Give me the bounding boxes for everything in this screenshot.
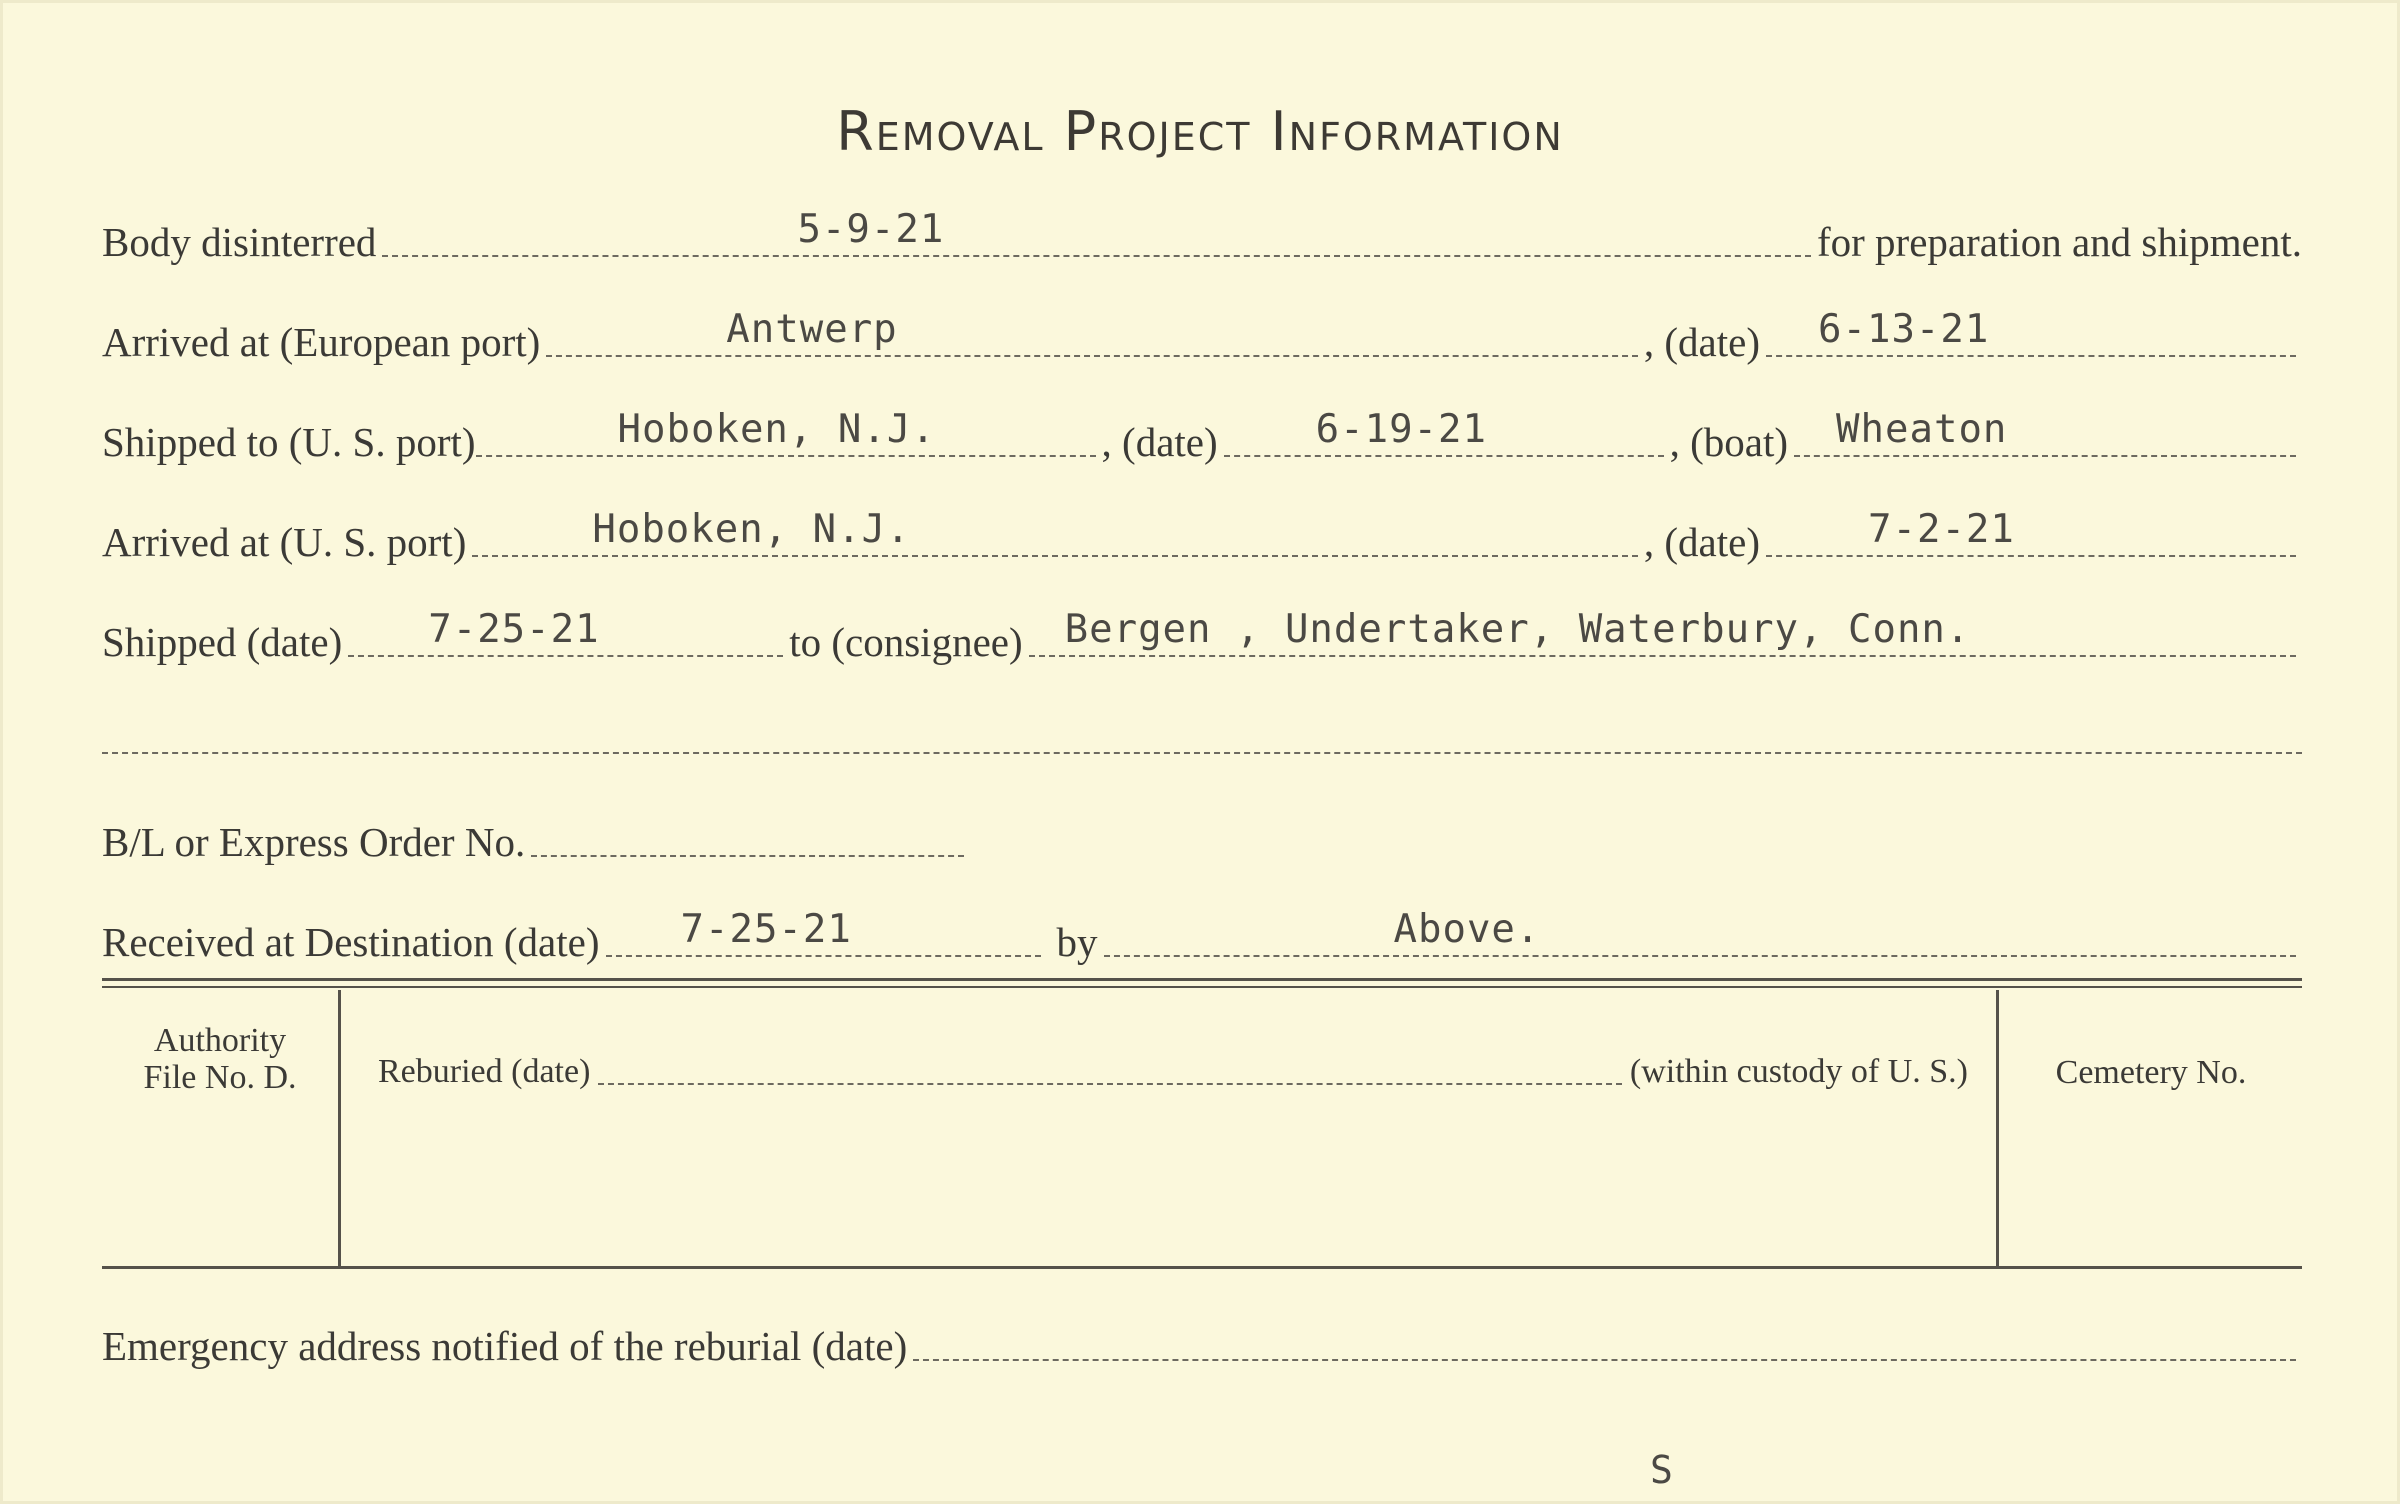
row-arrived-european-port [102,306,2302,365]
shipped-date-label-2: Shipped (date) [102,618,343,665]
boat-label: , (boat) [1669,418,1789,465]
consignee-label: to (consignee) [789,618,1023,665]
european-port-date: 6-13-21 [1818,306,1990,352]
table-bottom-rule [102,1266,2302,1269]
table-top-rule [102,978,2302,981]
shipped-date-value-2: 7-25-21 [428,606,600,652]
reburied-label: Reburied (date) [378,1052,591,1090]
arrived-us-date: 7-2-21 [1868,506,2015,552]
file-no-label: File No. D. [143,1059,297,1097]
shipped-date-label: , (date) [1101,418,1218,465]
body-disinterred-date: 5-9-21 [797,206,945,252]
bl-order-field [531,818,964,857]
boat-field [1794,406,2296,457]
european-port-date-field [1766,306,2296,357]
custody-label: (within custody of U. S.) [1629,1052,1968,1090]
arrived-us-port-field [472,506,1638,557]
arrived-us-date-field [1766,506,2296,557]
table-divider-right [1996,990,1999,1266]
table-top-rule-2 [102,986,2302,988]
row-body-disinterred [102,206,2302,265]
row-emergency-address [102,1322,2302,1367]
body-disinterred-field [382,206,1811,257]
arrived-us-date-label: , (date) [1643,518,1760,565]
row-shipped-us-port [102,406,2302,465]
shipped-us-port-label: Shipped to (U. S. port) [102,418,476,465]
consignee-field [1029,606,2296,657]
arrived-us-port-value: Hoboken, N.J. [592,506,911,552]
shipped-us-port-value: Hoboken, N.J. [617,406,936,452]
page-title: Removal Project Information [836,100,1564,163]
received-by-field [1104,906,2297,957]
preparation-shipment-label: for preparation and shipment. [1816,218,2302,265]
reburied-field [598,1052,1622,1085]
shipped-us-port-field [476,406,1096,457]
body-disinterred-label: Body disinterred [102,218,377,265]
emergency-address-field [913,1322,2296,1361]
received-date-field [606,906,1041,957]
european-port-field [546,306,1638,357]
received-by-label: by [1056,918,1098,965]
row-arrived-us-port [102,506,2302,565]
european-port-label: Arrived at (European port) [102,318,541,365]
row-shipped-consignee [102,606,2302,665]
arrived-us-port-label: Arrived at (U. S. port) [102,518,467,565]
shipped-date-field-2 [348,606,783,657]
european-port-value: Antwerp [726,306,898,352]
table-divider-left [338,990,341,1266]
consignee-value: Bergen , Undertaker, Waterbury, Conn. [1064,606,1971,652]
row-received-destination [102,906,2302,965]
cemetery-no-label: Cemetery No. [2055,1054,2247,1091]
european-port-date-label: , (date) [1643,318,1760,365]
row-bl-order [102,818,970,863]
shipped-date-field [1224,406,1664,457]
shipped-date-value: 6-19-21 [1315,406,1488,452]
emergency-address-label: Emergency address notified of the reburial (date) [102,1322,908,1369]
footer-mark: S [1650,1448,1673,1492]
received-date-value: 7-25-21 [680,906,852,952]
blank-line [102,752,2302,754]
authority-label: Authority [153,1022,287,1059]
received-destination-label: Received at Destination (date) [102,918,600,965]
received-by-value: Above. [1393,906,1541,952]
authority-file-label [102,1022,338,1097]
reburied-row [378,1052,1968,1091]
boat-value: Wheaton [1836,406,2008,452]
bl-order-label: B/L or Express Order No. [102,818,526,865]
